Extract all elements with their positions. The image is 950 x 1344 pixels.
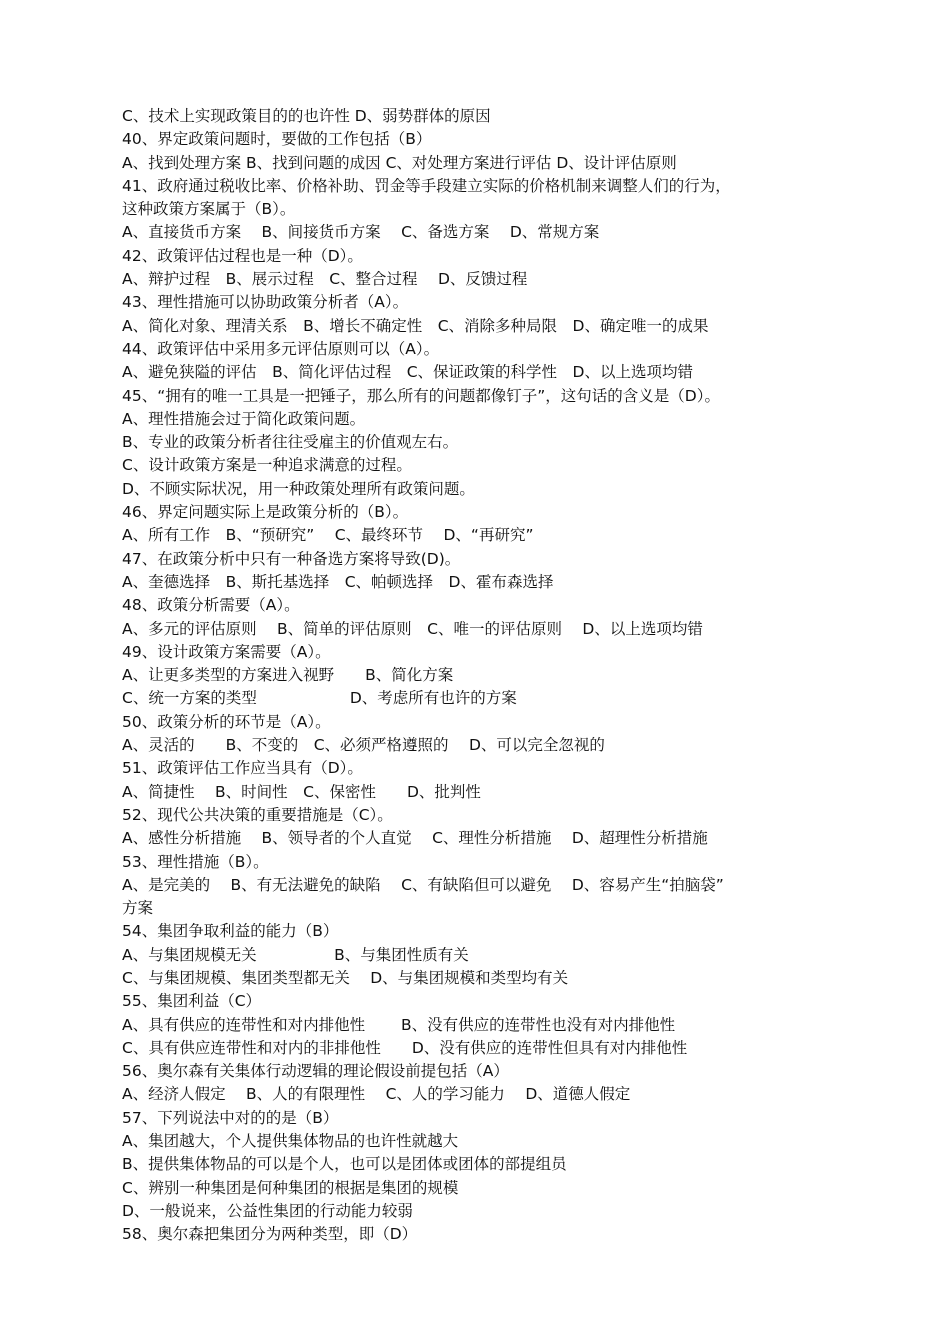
option-line: C、设计政策方案是一种追求满意的过程。	[122, 456, 412, 475]
option-line: D、一般说来，公益性集团的行动能力较弱	[122, 1201, 413, 1220]
question-line: 52、现代公共决策的重要措施是（C）。	[122, 805, 393, 824]
option-line: C、辨别一种集团是何种集团的根据是集团的规模	[122, 1178, 459, 1197]
question-line: 54、集团争取利益的能力（B）	[122, 922, 339, 941]
question-line-continued: 这种政策方案属于（B）。	[122, 200, 296, 219]
document-page	[122, 105, 842, 1247]
options-line: A、是完美的 B、有无法避免的缺陷 C、有缺陷但可以避免 D、容易产生“拍脑袋”	[122, 875, 724, 894]
question-line: 43、理性措施可以协助政策分析者（A）。	[122, 293, 409, 312]
options-line: C、与集团规模、集团类型都无关 D、与集团规模和类型均有关	[122, 968, 569, 987]
option-line: A、集团越大，个人提供集体物品的也许性就越大	[122, 1132, 459, 1151]
options-line: A、所有工作 B、“预研究” C、最终环节 D、“再研究”	[122, 526, 534, 545]
options-line: A、简捷性 B、时间性 C、保密性 D、批判性	[122, 782, 481, 801]
question-line: 40、界定政策问题时，要做的工作包括（B）	[122, 130, 432, 149]
question-line: 49、设计政策方案需要（A）。	[122, 642, 331, 661]
question-line: 50、政策分析的环节是（A）。	[122, 712, 331, 731]
question-line: 42、政策评估过程也是一种（D）。	[122, 246, 363, 265]
options-line: A、让更多类型的方案进入视野 B、简化方案	[122, 666, 454, 685]
option-line: B、专业的政策分析者往往受雇主的价值观左右。	[122, 433, 459, 452]
options-line: A、具有供应的连带性和对内排他性 B、没有供应的连带性也没有对内排他性	[122, 1015, 676, 1034]
question-line: 51、政策评估工作应当具有（D）。	[122, 759, 363, 778]
text-line: C、技术上实现政策目的的也许性 D、弱势群体的原因	[122, 107, 491, 125]
options-line: A、简化对象、理清关系 B、增长不确定性 C、消除多种局限 D、确定唯一的成果	[122, 316, 709, 335]
question-line: 53、理性措施（B）。	[122, 852, 269, 871]
question-line: 57、下列说法中对的的是（B）	[122, 1108, 339, 1127]
option-line: B、提供集体物品的可以是个人，也可以是团体或团体的部提组员	[122, 1155, 567, 1174]
option-line: D、不顾实际状况，用一种政策处理所有政策问题。	[122, 479, 475, 498]
options-line: A、辩护过程 B、展示过程 C、整合过程 D、反馈过程	[122, 270, 528, 289]
options-line: A、找到处理方案 B、找到问题的成因 C、对处理方案进行评估 D、设计评估原则	[122, 153, 677, 172]
options-line: C、具有供应连带性和对内的非排他性 D、没有供应的连带性但具有对内排他性	[122, 1038, 688, 1057]
question-line: 58、奥尔森把集团分为两种类型，即（D）	[122, 1225, 418, 1244]
options-line: A、奎德选择 B、斯托基选择 C、帕顿选择 D、霍布森选择	[122, 572, 554, 591]
question-line: 47、在政策分析中只有一种备选方案将导致(D)。	[122, 549, 461, 568]
question-line: 44、政策评估中采用多元评估原则可以（A）。	[122, 339, 440, 358]
options-line: C、统一方案的类型 D、考虑所有也许的方案	[122, 689, 517, 708]
options-line: A、多元的评估原则 B、简单的评估原则 C、唯一的评估原则 D、以上选项均错	[122, 619, 703, 638]
question-line: 48、政策分析需要（A）。	[122, 596, 300, 615]
options-line: A、直接货币方案 B、间接货币方案 C、备选方案 D、常规方案	[122, 223, 600, 242]
question-line: 55、集团利益（C）	[122, 992, 262, 1011]
options-line: A、与集团规模无关 B、与集团性质有关	[122, 945, 469, 964]
question-line: 56、奥尔森有关集体行动逻辑的理论假设前提包括（A）	[122, 1062, 509, 1081]
question-line: 45、“拥有的唯一工具是一把锤子，那么所有的问题都像钉子”，这句话的含义是（D）。	[122, 386, 720, 405]
options-line: A、感性分析措施 B、领导者的个人直觉 C、理性分析措施 D、超理性分析措施	[122, 829, 708, 848]
option-line: A、理性措施会过于简化政策问题。	[122, 409, 366, 428]
options-line-continued: 方案	[122, 899, 154, 918]
question-line: 46、界定问题实际上是政策分析的（B）。	[122, 503, 409, 522]
options-line: A、避免狭隘的评估 B、简化评估过程 C、保证政策的科学性 D、以上选项均错	[122, 363, 693, 382]
options-line: A、经济人假定 B、人的有限理性 C、人的学习能力 D、道德人假定	[122, 1085, 631, 1104]
options-line: A、灵活的 B、不变的 C、必须严格遵照的 D、可以完全忽视的	[122, 736, 605, 755]
question-line: 41、政府通过税收比率、价格补助、罚金等手段建立实际的价格机制来调整人们的行为，	[122, 176, 731, 195]
